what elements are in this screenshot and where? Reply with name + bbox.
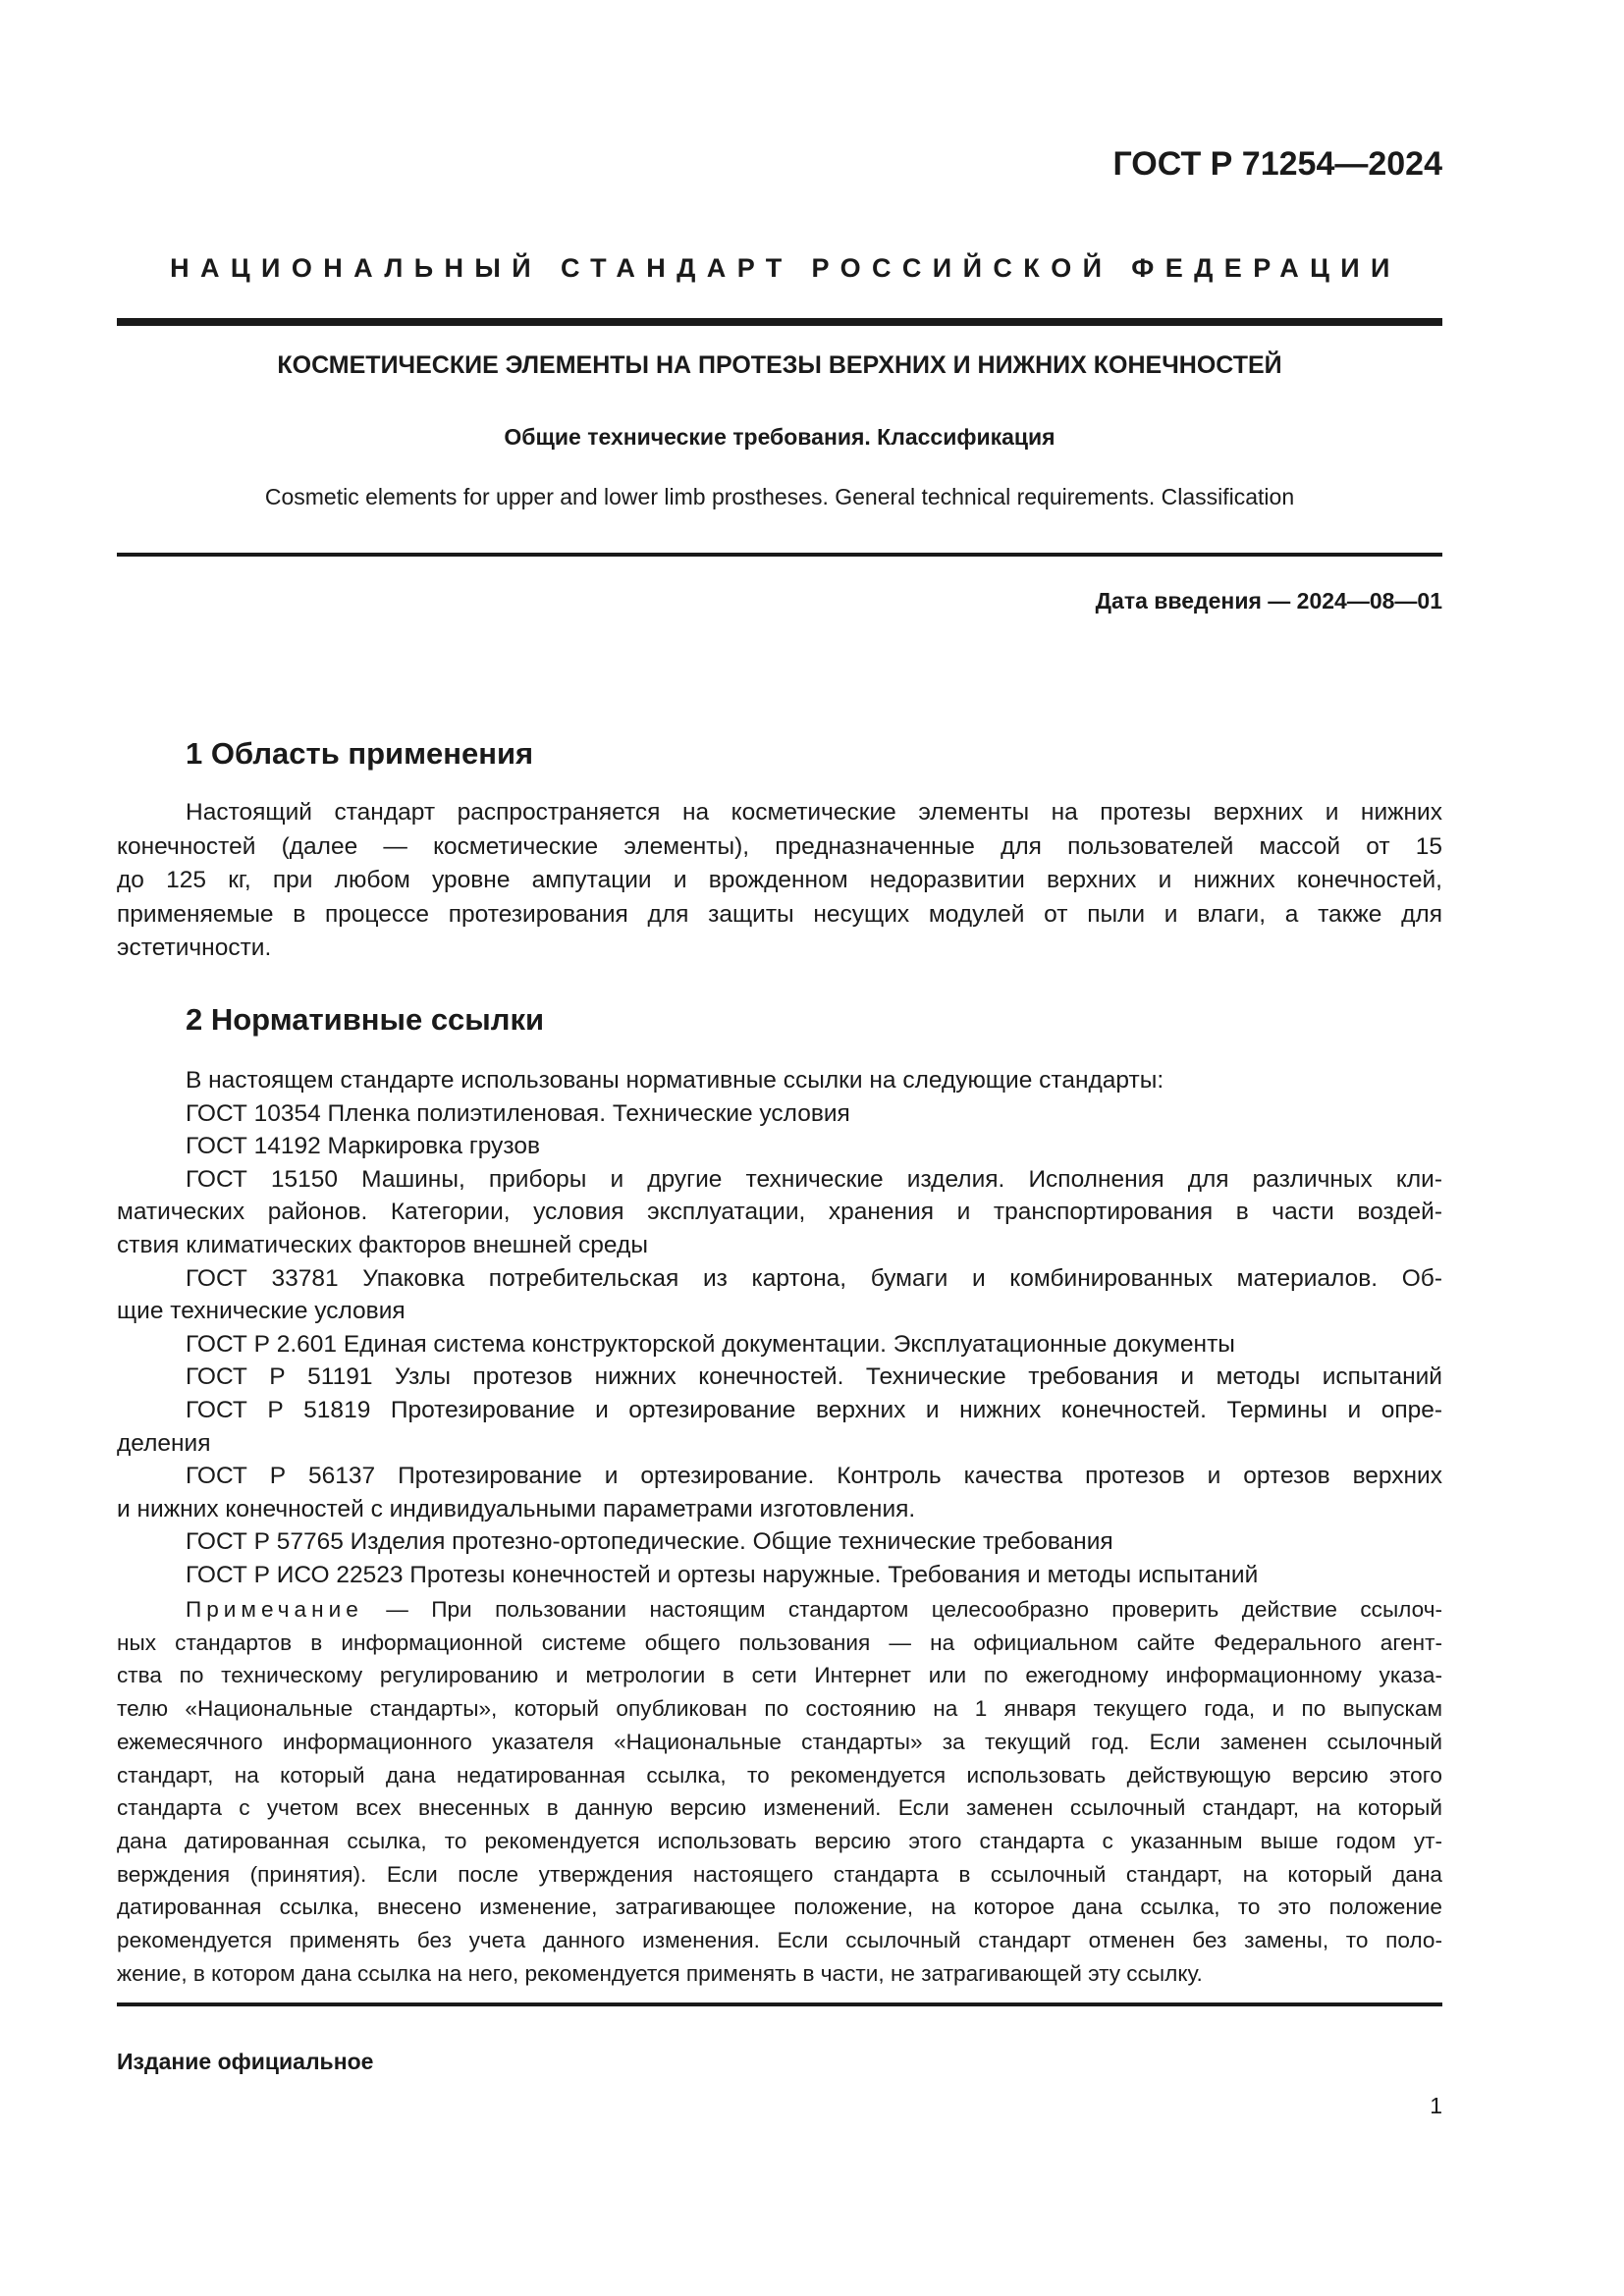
- document-title-english: Cosmetic elements for upper and lower limb prostheses. General technical requirements. Classification: [264, 484, 1295, 509]
- text-line: В настоящем стандарте использованы нормативные ссылки на следующие стандарты:: [186, 1067, 1164, 1094]
- text-line: Настоящий стандарт распространяется на косметические элементы на протезы верхних и нижних: [186, 799, 1442, 826]
- section-heading-scope: 1 Область применения: [186, 736, 534, 771]
- text-line: деления: [117, 1429, 211, 1457]
- edition-label: Издание официальное: [117, 2049, 374, 2074]
- document-title: КОСМЕТИЧЕСКИЕ ЭЛЕМЕНТЫ НА ПРОТЕЗЫ ВЕРХНИХ И НИЖНИХ КОНЕЧНОСТЕЙ: [277, 351, 1282, 379]
- note-text: — При пользовании настоящим стандартом целесообразно проверить действие ссылоч-: [362, 1597, 1442, 1622]
- text-line: ГОСТ Р 2.601 Единая система конструкторской документации. Эксплуатационные документы: [186, 1330, 1235, 1358]
- text-line: эстетичности.: [117, 934, 272, 961]
- text-line: датированная ссылка, внесено изменение, затрагивающее положение, на которое дана ссылка, то это положение: [117, 1895, 1442, 1920]
- text-line: ГОСТ Р 51819 Протезирование и ортезирование верхних и нижних конечностей. Термины и опре-: [186, 1396, 1442, 1423]
- text-line: ГОСТ 33781 Упаковка потребительская из картона, бумаги и комбинированных материалов. Об-: [186, 1264, 1442, 1292]
- text-line: верждения (принятия). Если после утверждения настоящего стандарта в ссылочный стандарт, на который дана: [117, 1861, 1442, 1887]
- text-line: ных стандартов в информационной системе общего пользования — на официальном сайте Федерального агент-: [117, 1629, 1442, 1655]
- header-divider: [117, 318, 1442, 326]
- footer-divider: [117, 2002, 1442, 2006]
- text-line: ГОСТ Р ИСО 22523 Протезы конечностей и ортезы наружные. Требования и методы испытаний: [186, 1561, 1259, 1588]
- document-code: ГОСТ Р 71254—2024: [1112, 145, 1442, 183]
- text-line: стандарт, на который дана недатированная ссылка, то рекомендуется использовать действующую версию этого: [117, 1762, 1442, 1788]
- text-line: ГОСТ Р 57765 Изделия протезно-ортопедические. Общие технические требования: [186, 1528, 1113, 1556]
- text-line: рекомендуется применять без учета данного изменения. Если ссылочный стандарт отменен без замены, то поло-: [117, 1928, 1442, 1953]
- text-line: ГОСТ Р 51191 Узлы протезов нижних конечностей. Технические требования и методы испытаний: [186, 1363, 1442, 1391]
- note-body: [117, 1627, 1442, 1991]
- text-line: применяемые в процессе протезирования для защиты несущих модулей от пыли и влаги, а также для: [117, 900, 1442, 928]
- text-line: жение, в котором дана ссылка на него, рекомендуется применять в части, не затрагивающей эту ссылку.: [117, 1960, 1203, 1986]
- note-first-line: [117, 1593, 1442, 1627]
- text-line: до 125 кг, при любом уровне ампутации и врожденном недоразвитии верхних и нижних конечностей,: [117, 867, 1442, 893]
- text-line: дана датированная ссылка, то рекомендуется использовать версию этого стандарта с указанным выше годом ут-: [117, 1828, 1442, 1853]
- text-line: щие технические условия: [117, 1298, 406, 1325]
- section-heading-references: 2 Нормативные ссылки: [186, 1002, 545, 1037]
- references-list: [117, 1064, 1442, 1592]
- text-line: матических районов. Категории, условия эксплуатации, хранения и транспортирования в части воздей-: [117, 1199, 1442, 1226]
- national-standard-banner: НАЦИОНАЛЬНЫЙ СТАНДАРТ РОССИЙСКОЙ ФЕДЕРАЦИИ: [170, 253, 1401, 283]
- text-line: ежемесячного информационного указателя «Национальные стандарты» за текущий год. Если заменен ссылочный: [117, 1729, 1442, 1754]
- text-line: и нижних конечностей с индивидуальными параметрами изготовления.: [117, 1495, 916, 1522]
- text-line: ГОСТ 15150 Машины, приборы и другие технические изделия. Исполнения для различных кли-: [186, 1165, 1442, 1193]
- title-divider: [117, 553, 1442, 557]
- text-line: ГОСТ 14192 Маркировка грузов: [186, 1133, 540, 1160]
- text-line: конечностей (далее — косметические элементы), предназначенные для пользователей массой от 15: [117, 832, 1442, 860]
- note-block: [117, 1593, 1442, 1990]
- text-line: ствия климатических факторов внешней среды: [117, 1231, 648, 1258]
- note-label: Примечание: [186, 1597, 363, 1622]
- text-line: стандарта с учетом всех внесенных в данную версию изменений. Если заменен ссылочный стандарт, на который: [117, 1795, 1442, 1821]
- page-number: 1: [1430, 2093, 1442, 2118]
- text-line: ства по техническому регулированию и метрологии в сети Интернет или по ежегодному информационному указа-: [117, 1663, 1442, 1688]
- scope-paragraph: [117, 796, 1442, 966]
- effective-date: Дата введения — 2024—08—01: [1095, 588, 1442, 614]
- text-line: ГОСТ Р 56137 Протезирование и ортезирование. Контроль качества протезов и ортезов верхних: [186, 1463, 1442, 1490]
- text-line: ГОСТ 10354 Пленка полиэтиленовая. Технические условия: [186, 1099, 850, 1127]
- text-line: телю «Национальные стандарты», который опубликован по состоянию на 1 января текущего года, и по выпускам: [117, 1696, 1442, 1722]
- document-subtitle: Общие технические требования. Классификация: [504, 424, 1056, 450]
